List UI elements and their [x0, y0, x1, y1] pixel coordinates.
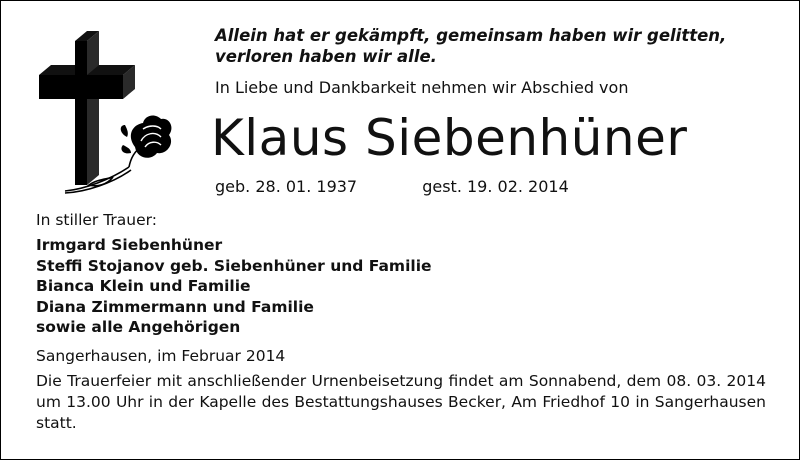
death-date: gest. 19. 02. 2014	[422, 177, 569, 196]
place-and-date: Sangerhausen, im Februar 2014	[36, 347, 286, 365]
life-dates	[215, 177, 569, 196]
memorial-quote	[215, 25, 775, 67]
list-item: Bianca Klein und Familie	[36, 277, 251, 295]
cross-with-rose	[31, 29, 181, 204]
quote-line-1: Allein hat er gekämpft, gemeinsam haben wir gelitten,	[215, 26, 727, 45]
list-item: sowie alle Angehörigen	[36, 318, 241, 336]
list-item: Diana Zimmermann und Familie	[36, 297, 314, 316]
mourning-label: In stiller Trauer:	[36, 211, 157, 229]
mourners-list	[36, 235, 432, 338]
rose-icon	[31, 29, 181, 204]
deceased-name: Klaus Siebenhüner	[211, 109, 688, 167]
quote-line-2: verloren haben wir alle.	[215, 47, 437, 66]
funeral-notice: Die Trauerfeier mit anschließender Urnenbeisetzung findet am Sonnabend, dem 08. 03. 2014 um 13.00 Uhr in der Kapelle des Bestattungshauses Becker, Am Friedhof 10 in Sangerhausen statt.	[36, 372, 766, 432]
birth-date: geb. 28. 01. 1937	[215, 177, 358, 196]
farewell-line: In Liebe und Dankbarkeit nehmen wir Abschied von	[215, 78, 629, 97]
list-item: Steffi Stojanov geb. Siebenhüner und Familie	[36, 256, 432, 275]
list-item: Irmgard Siebenhüner	[36, 236, 223, 254]
